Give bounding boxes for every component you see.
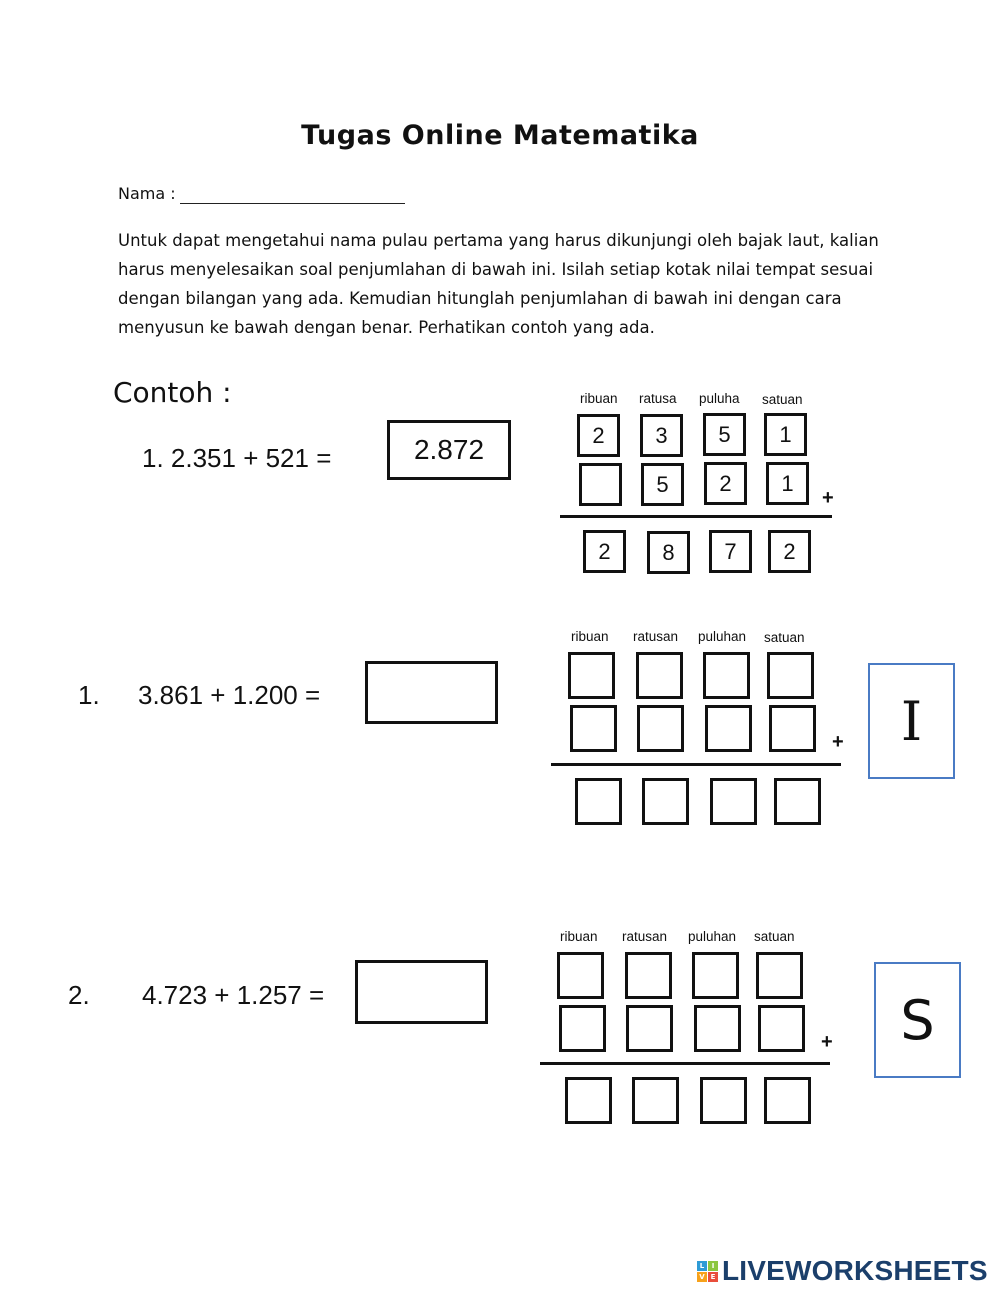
label-satuan: satuan xyxy=(754,929,795,944)
sum-line xyxy=(551,763,841,766)
problem-2-result-cell[interactable] xyxy=(700,1077,747,1124)
example-result-cell: 2 xyxy=(583,530,626,573)
label-ratusan: ratusan xyxy=(633,629,679,644)
example-cell: 1 xyxy=(766,462,809,505)
problem-2-cell[interactable] xyxy=(758,1005,805,1052)
example-cell: 5 xyxy=(703,413,746,456)
label-puluhan: puluhan xyxy=(698,629,747,644)
problem-1-answer-input[interactable] xyxy=(365,661,498,724)
problem-2-cell[interactable] xyxy=(625,952,672,999)
problem-1-equation: 3.861 + 1.200 = xyxy=(138,680,321,710)
logo-tile: V xyxy=(697,1272,707,1282)
nama-label: Nama : xyxy=(118,184,176,203)
problem-2-cell[interactable] xyxy=(557,952,604,999)
nama-input-line[interactable] xyxy=(180,203,405,204)
problem-1-result-cell[interactable] xyxy=(710,778,757,825)
instruction-line: dengan bilangan yang ada. Kemudian hitunglah penjumlahan di bawah ini dengan cara xyxy=(118,289,842,308)
instruction-line: harus menyelesaikan soal penjumlahan di bawah ini. Isilah setiap kotak nilai tempat sesuai xyxy=(118,260,874,279)
label-satuan: satuan xyxy=(764,630,805,645)
problem-2-result-cell[interactable] xyxy=(565,1077,612,1124)
problem-1-result-cell[interactable] xyxy=(774,778,821,825)
problem-2-cell[interactable] xyxy=(626,1005,673,1052)
problem-2-number: 2. xyxy=(68,980,90,1010)
example-cell xyxy=(579,463,622,506)
label-ratusan: ratusan xyxy=(622,929,668,944)
label-ratusan: ratusa xyxy=(639,391,677,406)
example-heading: Contoh : xyxy=(113,376,232,409)
problem-1-cell[interactable] xyxy=(705,705,752,752)
label-ribuan: ribuan xyxy=(580,391,618,406)
label-satuan: satuan xyxy=(762,392,803,407)
instruction-line: Untuk dapat mengetahui nama pulau pertama yang harus dikunjungi oleh bajak laut, kalian xyxy=(118,231,879,250)
problem-1-result-cell[interactable] xyxy=(575,778,622,825)
label-puluhan: puluhan xyxy=(688,929,737,944)
problem-2-answer-input[interactable] xyxy=(355,960,488,1024)
sum-line xyxy=(560,515,832,518)
example-cell: 1 xyxy=(764,413,807,456)
label-ribuan: ribuan xyxy=(560,929,598,944)
problem-2-cell[interactable] xyxy=(692,952,739,999)
problem-1-cell[interactable] xyxy=(637,705,684,752)
problem-1-cell[interactable] xyxy=(767,652,814,699)
problem-2-letter-card: S xyxy=(874,962,961,1078)
logo-tile: I xyxy=(708,1261,718,1271)
liveworksheets-logo xyxy=(697,1255,988,1287)
problem-1-cell[interactable] xyxy=(636,652,683,699)
example-result-cell: 8 xyxy=(647,531,690,574)
example-cell: 3 xyxy=(640,414,683,457)
example-cell: 2 xyxy=(577,414,620,457)
instructions xyxy=(118,226,878,342)
instruction-line: menyusun ke bawah dengan benar. Perhatikan contoh yang ada. xyxy=(118,318,655,337)
problem-1-cell[interactable] xyxy=(570,705,617,752)
problem-2-equation: 4.723 + 1.257 = xyxy=(142,980,325,1010)
logo-icon xyxy=(697,1261,718,1282)
problem-1-cell[interactable] xyxy=(568,652,615,699)
example-cell: 2 xyxy=(704,462,747,505)
plus-sign: + xyxy=(832,731,844,753)
problem-2-cell[interactable] xyxy=(559,1005,606,1052)
label-ribuan: ribuan xyxy=(571,629,609,644)
problem-2-cell[interactable] xyxy=(756,952,803,999)
plus-sign: + xyxy=(822,487,834,509)
problem-2-result-cell[interactable] xyxy=(764,1077,811,1124)
problem-1-letter-card: I xyxy=(868,663,955,779)
problem-1-result-cell[interactable] xyxy=(642,778,689,825)
label-puluhan: puluha xyxy=(699,391,740,406)
example-equation: 1. 2.351 + 521 = xyxy=(142,443,332,473)
problem-2-result-cell[interactable] xyxy=(632,1077,679,1124)
brand-name: LIVEWORKSHEETS xyxy=(722,1255,988,1286)
logo-tile: E xyxy=(708,1272,718,1282)
problem-1-cell[interactable] xyxy=(769,705,816,752)
page-title: Tugas Online Matematika xyxy=(301,120,699,151)
problem-1-cell[interactable] xyxy=(703,652,750,699)
plus-sign: + xyxy=(821,1031,833,1053)
sum-line xyxy=(540,1062,830,1065)
problem-2-cell[interactable] xyxy=(694,1005,741,1052)
example-answer-box: 2.872 xyxy=(387,420,511,480)
logo-tile: L xyxy=(697,1261,707,1271)
example-result-cell: 7 xyxy=(709,530,752,573)
example-result-cell: 2 xyxy=(768,530,811,573)
problem-1-number: 1. xyxy=(78,680,100,710)
example-cell: 5 xyxy=(641,463,684,506)
